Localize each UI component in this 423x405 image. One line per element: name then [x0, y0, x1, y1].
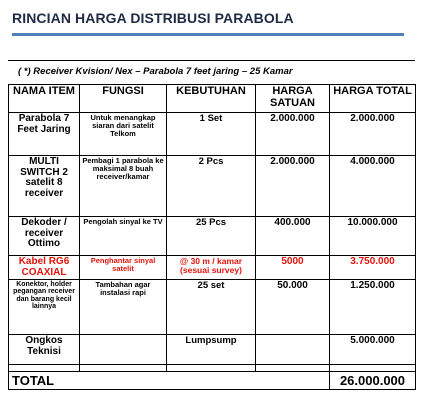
cell-total-price: 5.000.000 — [330, 335, 416, 365]
cell-need: Lumpsump — [167, 335, 256, 365]
cell-total-price: 1.250.000 — [330, 280, 416, 335]
table-row — [9, 113, 416, 156]
cell-function: Tambahan agar instalasi rapi — [80, 280, 167, 335]
cell-unit-price: 400.000 — [256, 217, 330, 256]
header-function: FUNGSI — [80, 85, 167, 113]
cell-need: 1 Set — [167, 113, 256, 156]
cell-item: MULTI SWITCH 2 satelit 8 receiver — [9, 156, 80, 217]
table-row — [9, 335, 416, 365]
cell-item: Kabel RG6 COAXIAL — [9, 256, 80, 280]
table-row-highlight — [9, 256, 416, 280]
divider-top — [8, 60, 415, 61]
table-row — [9, 156, 416, 217]
cell-total-price: 3.750.000 — [330, 256, 416, 280]
spacer-row — [9, 365, 416, 372]
cell-total-price: 4.000.000 — [330, 156, 416, 217]
cell-function: Untuk menangkap siaran dari satelit Telkom — [80, 113, 167, 156]
cell-function: Pembagi 1 parabola ke maksimal 8 buah receiver/kamar — [80, 156, 167, 217]
cell-unit-price: 2.000.000 — [256, 113, 330, 156]
title-underline — [12, 33, 404, 36]
price-table — [8, 84, 416, 390]
subtitle: ( *) Receiver Kvision/ Nex – Parabola 7 feet jaring – 25 Kamar — [18, 66, 293, 77]
cell-unit-price: 50.000 — [256, 280, 330, 335]
header-item: NAMA ITEM — [9, 85, 80, 113]
total-label: TOTAL — [9, 372, 330, 390]
cell-function — [80, 335, 167, 365]
header-unit-price: HARGA SATUAN — [256, 85, 330, 113]
cell-need: 25 set — [167, 280, 256, 335]
cell-unit-price: 2.000.000 — [256, 156, 330, 217]
total-value: 26.000.000 — [330, 372, 416, 390]
cell-total-price: 2.000.000 — [330, 113, 416, 156]
cell-item: Konektor, holder pegangan receiver dan barang kecil lainnya — [9, 280, 80, 335]
cell-need: 25 Pcs — [167, 217, 256, 256]
cell-item: Dekoder / receiver Ottimo — [9, 217, 80, 256]
total-row — [9, 372, 416, 390]
cell-function: Pengolah sinyal ke TV — [80, 217, 167, 256]
cell-total-price: 10.000.000 — [330, 217, 416, 256]
table-row — [9, 280, 416, 335]
cell-item: Parabola 7 Feet Jaring — [9, 113, 80, 156]
cell-unit-price — [256, 335, 330, 365]
table-header-row — [9, 85, 416, 113]
cell-function: Penghantar sinyal satelit — [80, 256, 167, 280]
page-title: RINCIAN HARGA DISTRIBUSI PARABOLA — [12, 10, 294, 26]
header-total-price: HARGA TOTAL — [330, 85, 416, 113]
cell-need: @ 30 m / kamar (sesuai survey) — [167, 256, 256, 280]
header-need: KEBUTUHAN — [167, 85, 256, 113]
table-row — [9, 217, 416, 256]
cell-item: Ongkos Teknisi — [9, 335, 80, 365]
cell-need: 2 Pcs — [167, 156, 256, 217]
cell-unit-price: 5000 — [256, 256, 330, 280]
